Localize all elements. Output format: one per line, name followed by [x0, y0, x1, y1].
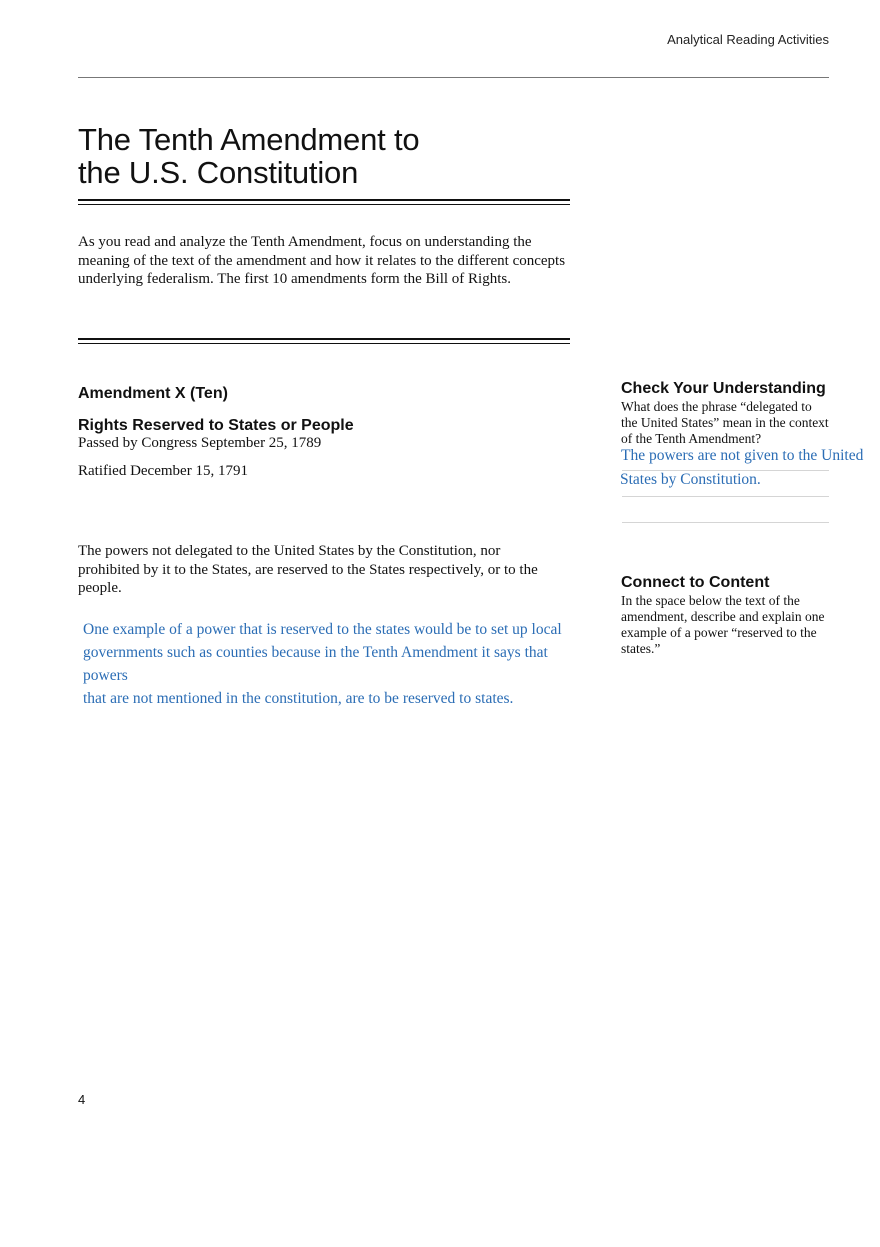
check-understanding-prompt: What does the phrase “delegated to the United States” mean in the context of the Tenth Amendment? [621, 399, 829, 446]
answer-line [622, 522, 829, 523]
student-answer-line-2: governments such as counties because in the Tenth Amendment it says that powers [83, 644, 548, 684]
intro-paragraph: As you read and analyze the Tenth Amendment, focus on understanding the meaning of the text of the amendment and how it relates to the different concepts underlying federalism. The first 10 amendments form the Bill of Rights. [78, 234, 566, 287]
answer-line [622, 496, 829, 497]
page-title-line-1: The Tenth Amendment to [78, 122, 420, 157]
check-understanding-answer-line-2[interactable]: States by Constitution. [620, 471, 761, 488]
title-divider [78, 199, 570, 205]
connect-content-prompt: In the space below the text of the amendment, describe and explain one example of a power “reserved to the states.” [621, 593, 825, 656]
page-title [78, 123, 558, 189]
passed-date: Passed by Congress September 25, 1789 [78, 435, 322, 451]
amendment-heading: Amendment X (Ten) [78, 385, 228, 402]
check-understanding-answer-line-1[interactable]: The powers are not given to the United [621, 447, 864, 464]
student-answer-line-1: One example of a power that is reserved to the states would be to set up local [83, 621, 562, 638]
student-answer-line-3: that are not mentioned in the constitution, are to be reserved to states. [83, 690, 514, 707]
header-divider [78, 77, 829, 78]
ratified-date: Ratified December 15, 1791 [78, 463, 248, 479]
check-understanding-heading: Check Your Understanding [621, 380, 826, 397]
connect-content-heading: Connect to Content [621, 574, 770, 591]
student-answer[interactable] [83, 618, 593, 710]
intro-divider [78, 338, 570, 344]
page-number: 4 [78, 1092, 86, 1107]
answer-line [622, 470, 829, 471]
amendment-text: The powers not delegated to the United States by the Constitution, nor prohibited by it to the States, are reserved to the States respectively, or to the people. [78, 543, 538, 596]
amendment-subheading: Rights Reserved to States or People [78, 417, 354, 434]
running-header: Analytical Reading Activities [667, 32, 829, 47]
page-title-line-2: the U.S. Constitution [78, 155, 359, 190]
